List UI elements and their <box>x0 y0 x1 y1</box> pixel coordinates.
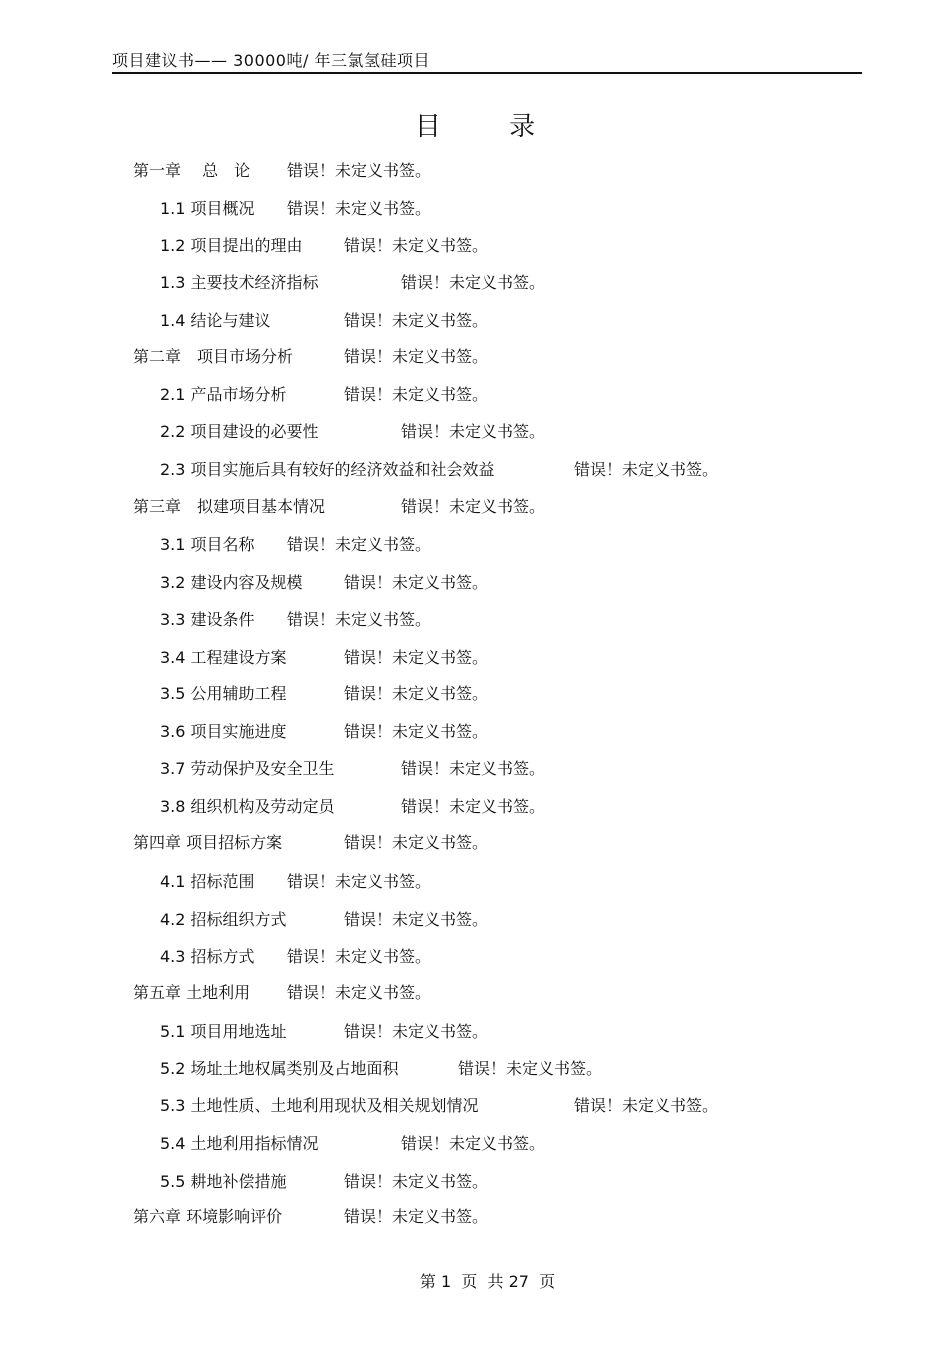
toc-item-error: 错误！未定义书签。 <box>287 535 432 554</box>
toc-item-error: 错误！未定义书签。 <box>574 1096 719 1115</box>
toc-item-label: 3.6 项目实施进度 <box>160 722 287 741</box>
toc-item-error: 错误！未定义书签。 <box>287 161 432 180</box>
toc-item[interactable] <box>133 160 432 182</box>
toc-item[interactable] <box>160 647 489 669</box>
page-header: 项目建议书—— 30000吨/ 年三氯氢硅项目 <box>112 51 430 70</box>
toc-item-error: 错误！未定义书签。 <box>287 199 432 218</box>
toc-item[interactable] <box>160 1171 489 1193</box>
toc-item-label: 3.3 建设条件 <box>160 610 255 629</box>
toc-item-label: 2.3 项目实施后具有较好的经济效益和社会效益 <box>160 460 495 479</box>
toc-item-error: 错误！未定义书签。 <box>344 1022 489 1041</box>
toc-item[interactable] <box>160 572 489 594</box>
toc-item[interactable] <box>160 1095 719 1117</box>
toc-item[interactable] <box>133 982 432 1004</box>
toc-item-label: 5.2 场址土地权属类别及占地面积 <box>160 1059 399 1078</box>
toc-item-label: 5.5 耕地补偿措施 <box>160 1172 287 1191</box>
toc-item-label: 第二章 项目市场分析 <box>133 347 294 366</box>
toc-item-label: 5.3 土地性质、土地利用现状及相关规划情况 <box>160 1096 479 1115</box>
toc-item-label: 5.1 项目用地选址 <box>160 1022 287 1041</box>
toc-item[interactable] <box>133 346 489 368</box>
toc-item-label: 3.1 项目名称 <box>160 535 255 554</box>
toc-item[interactable] <box>160 909 489 931</box>
toc-item-label: 第六章 环境影响评价 <box>133 1207 283 1226</box>
toc-item-error: 错误！未定义书签。 <box>344 910 489 929</box>
toc-item[interactable] <box>133 1206 489 1228</box>
toc-item-error: 错误！未定义书签。 <box>344 722 489 741</box>
toc-item-label: 第三章 拟建项目基本情况 <box>133 497 326 516</box>
toc-item-label: 3.8 组织机构及劳动定员 <box>160 797 335 816</box>
toc-item-error: 错误！未定义书签。 <box>401 759 546 778</box>
toc-item-error: 错误！未定义书签。 <box>344 833 489 852</box>
toc-item-error: 错误！未定义书签。 <box>287 947 432 966</box>
toc-item-label: 4.3 招标方式 <box>160 947 255 966</box>
toc-item-error: 错误！未定义书签。 <box>574 460 719 479</box>
toc-item[interactable] <box>160 272 546 294</box>
toc-item-error: 错误！未定义书签。 <box>287 983 432 1002</box>
toc-item-error: 错误！未定义书签。 <box>287 610 432 629</box>
toc-item-label: 第一章 总 论 <box>133 161 251 180</box>
toc-item-error: 错误！未定义书签。 <box>344 684 489 703</box>
toc-item-error: 错误！未定义书签。 <box>401 797 546 816</box>
toc-item-label: 1.4 结论与建议 <box>160 311 271 330</box>
toc-item[interactable] <box>160 683 489 705</box>
toc-item-label: 3.4 工程建设方案 <box>160 648 287 667</box>
toc-item-error: 错误！未定义书签。 <box>401 1134 546 1153</box>
toc-item[interactable] <box>160 946 432 968</box>
toc-item-label: 1.1 项目概况 <box>160 199 255 218</box>
toc-item[interactable] <box>160 758 546 780</box>
toc-item[interactable] <box>160 721 489 743</box>
toc-item-error: 错误！未定义书签。 <box>287 872 432 891</box>
toc-item-label: 2.1 产品市场分析 <box>160 385 287 404</box>
toc-item-label: 第四章 项目招标方案 <box>133 833 283 852</box>
toc-item-error: 错误！未定义书签。 <box>401 497 546 516</box>
toc-item[interactable] <box>160 384 489 406</box>
toc-item-label: 4.2 招标组织方式 <box>160 910 287 929</box>
toc-item-label: 4.1 招标范围 <box>160 872 255 891</box>
toc-item-label: 1.3 主要技术经济指标 <box>160 273 319 292</box>
toc-item[interactable] <box>160 534 432 556</box>
toc-item-label: 1.2 项目提出的理由 <box>160 236 303 255</box>
toc-item[interactable] <box>160 1021 489 1043</box>
toc-item-error: 错误！未定义书签。 <box>344 347 489 366</box>
toc-item-error: 错误！未定义书签。 <box>344 236 489 255</box>
toc-item[interactable] <box>133 496 546 518</box>
toc-item-label: 3.7 劳动保护及安全卫生 <box>160 759 335 778</box>
toc-item[interactable] <box>160 235 489 257</box>
toc-item-label: 3.2 建设内容及规模 <box>160 573 303 592</box>
toc-item-label: 3.5 公用辅助工程 <box>160 684 287 703</box>
toc-item[interactable] <box>160 796 546 818</box>
toc-item[interactable] <box>160 421 546 443</box>
toc-item-error: 错误！未定义书签。 <box>401 273 546 292</box>
toc-item-error: 错误！未定义书签。 <box>344 311 489 330</box>
toc-item-label: 5.4 土地利用指标情况 <box>160 1134 319 1153</box>
toc-item[interactable] <box>160 1058 603 1080</box>
toc-item-error: 错误！未定义书签。 <box>344 573 489 592</box>
toc-item-label: 2.2 项目建设的必要性 <box>160 422 319 441</box>
toc-item[interactable] <box>160 198 432 220</box>
toc-item[interactable] <box>160 310 489 332</box>
toc-item-label: 第五章 土地利用 <box>133 983 251 1002</box>
toc-item-error: 错误！未定义书签。 <box>344 1207 489 1226</box>
page-footer: 第 1 页 共 27 页 <box>419 1272 556 1291</box>
toc-item-error: 错误！未定义书签。 <box>401 422 546 441</box>
toc-item-error: 错误！未定义书签。 <box>344 1172 489 1191</box>
toc-item[interactable] <box>160 609 432 631</box>
header-divider <box>112 72 862 74</box>
toc-item[interactable] <box>160 1133 546 1155</box>
toc-item[interactable] <box>160 871 432 893</box>
toc-item-error: 错误！未定义书签。 <box>458 1059 603 1078</box>
toc-item[interactable] <box>160 459 719 481</box>
toc-title: 目 录 <box>414 112 566 142</box>
toc-item[interactable] <box>133 832 489 854</box>
toc-item-error: 错误！未定义书签。 <box>344 385 489 404</box>
toc-item-error: 错误！未定义书签。 <box>344 648 489 667</box>
